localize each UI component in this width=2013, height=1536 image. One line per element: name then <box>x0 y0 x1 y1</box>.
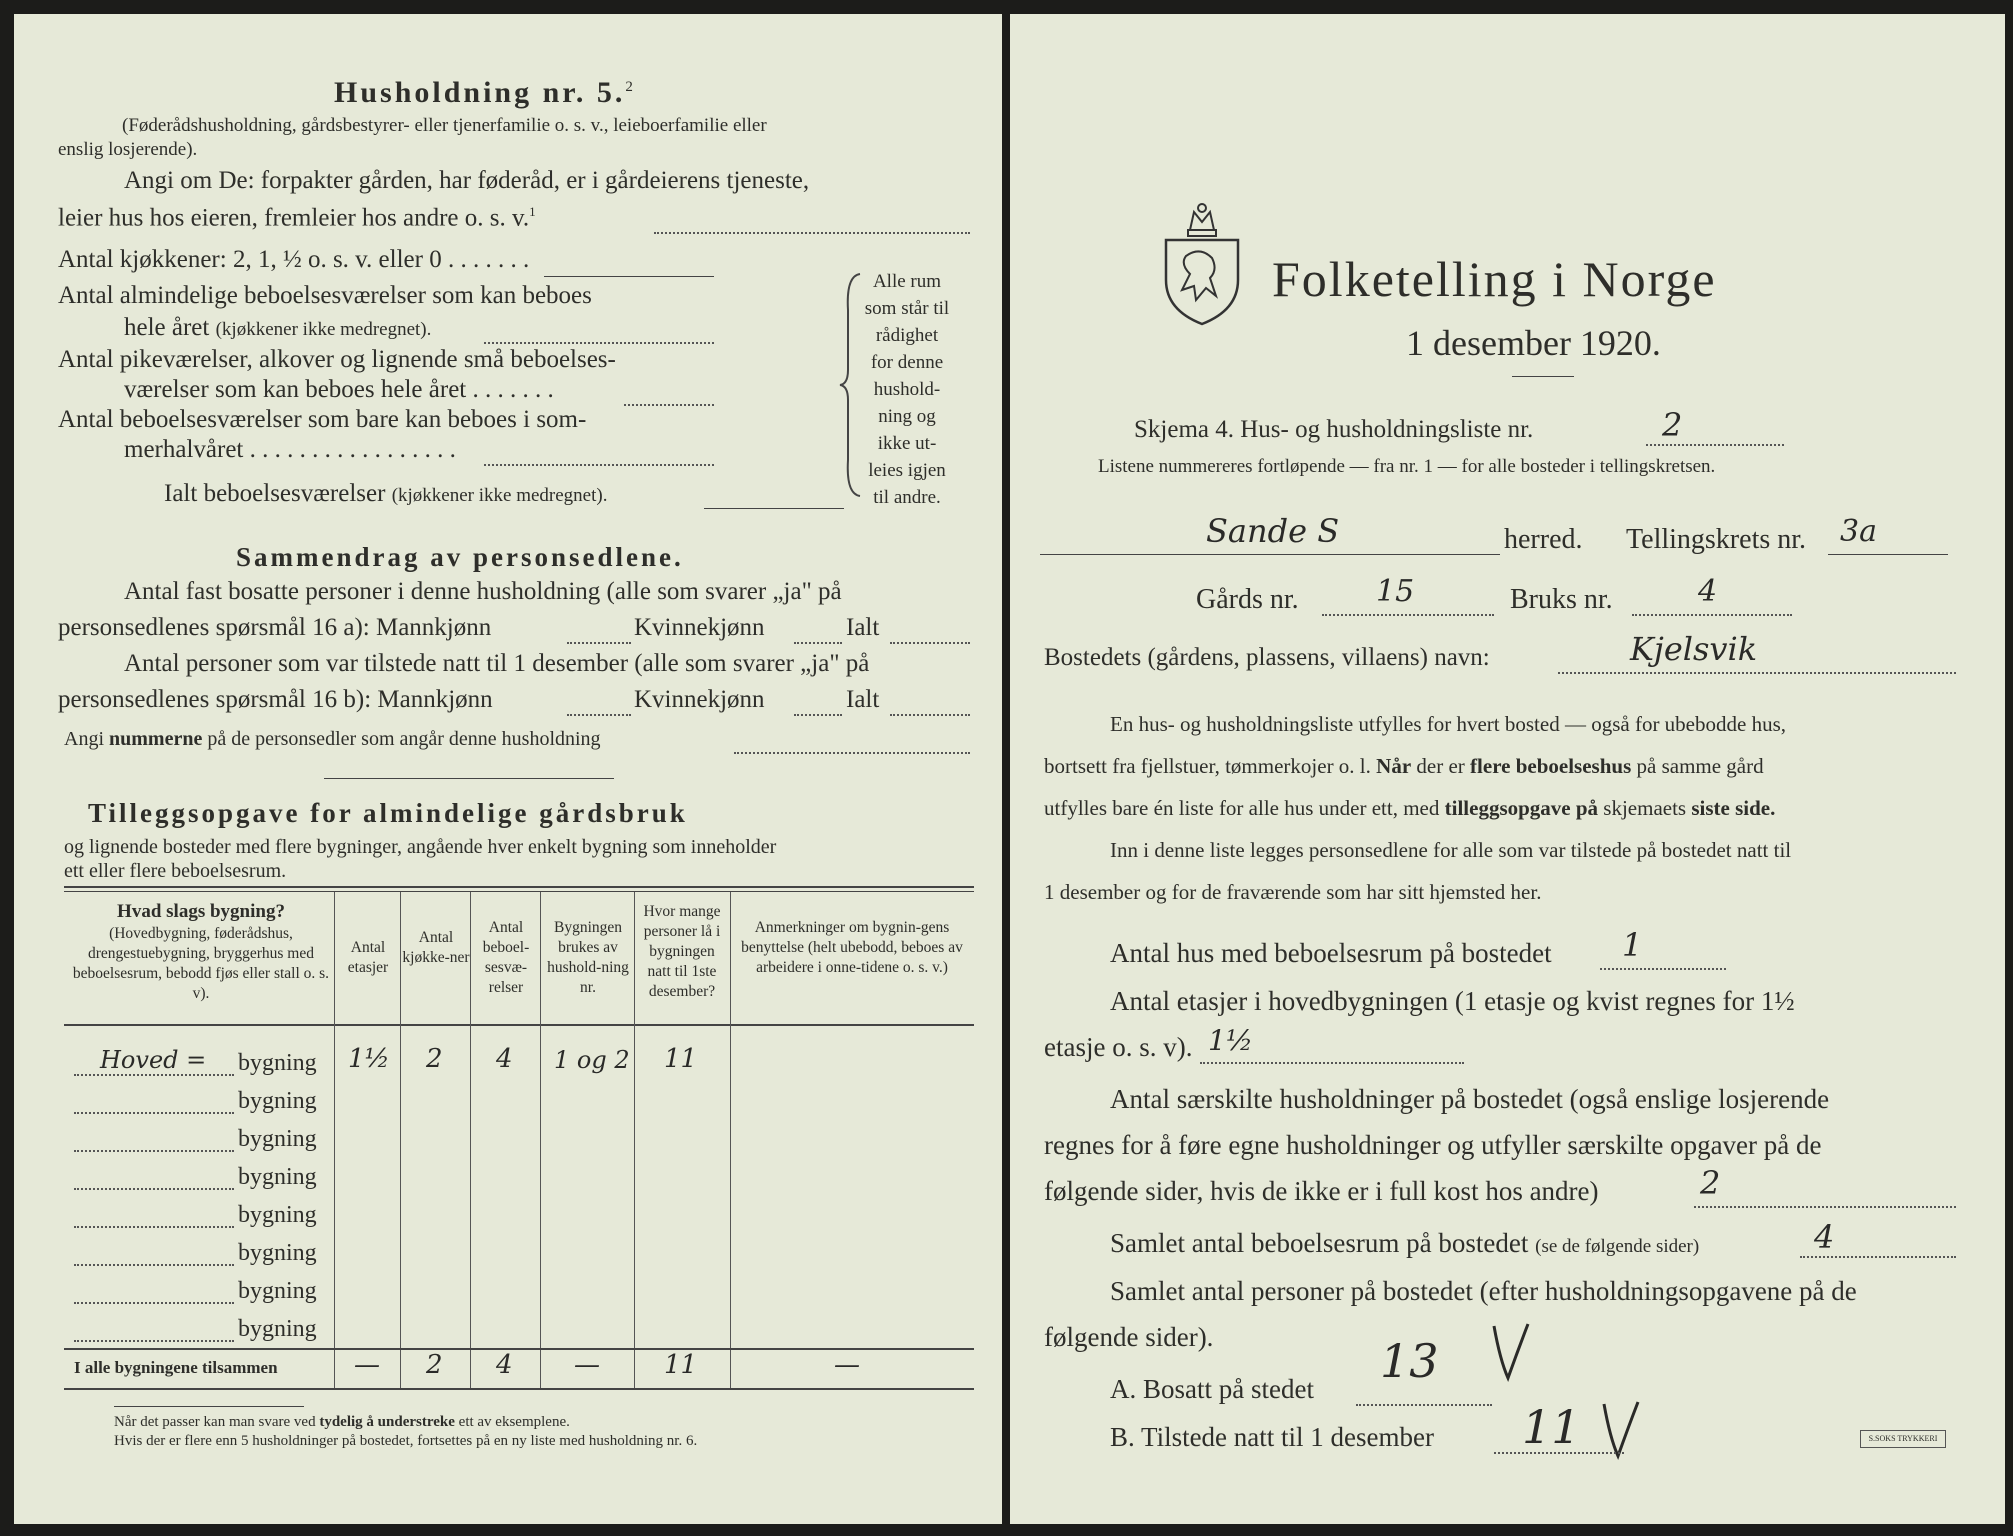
bruks-label: Bruks nr. <box>1510 584 1613 615</box>
q-tilstede-value: 11 <box>1522 1400 1581 1454</box>
angi-nummer-bold: nummerne <box>109 728 203 750</box>
herred-line <box>1040 554 1500 555</box>
q-kjokkener: Antal kjøkkener: 2, 1, ½ o. s. v. eller 0 . . . . . . . <box>58 246 530 273</box>
right-page <box>1010 14 2005 1524</box>
bosted-label: Bostedets (gårdens, plassens, villaens) navn: <box>1044 644 1490 671</box>
q-rum-value: 4 <box>1814 1218 1835 1256</box>
q-hush-3: følgende sider, hvis de ikke er i full kost hos andre) <box>1044 1176 1599 1206</box>
col-sep <box>540 892 541 1388</box>
tellingskrets-label: Tellingskrets nr. <box>1626 524 1807 555</box>
brace-note-line: ning og <box>878 406 936 427</box>
q-alm-1: Antal almindelige beboelsesværelser som kan beboes <box>58 282 592 309</box>
footnote-1-post: ett av eksemplene. <box>458 1414 570 1430</box>
row-fill <box>74 1188 234 1190</box>
row1-husholdning: 1 og 2 <box>554 1046 630 1074</box>
p1-2d: flere beboelseshus <box>1470 754 1632 778</box>
bosted-value: Kjelsvik <box>1630 630 1758 668</box>
table-top-rule <box>64 886 974 888</box>
q-hus-label: Antal hus med beboelsesrum på bostedet <box>1110 938 1552 968</box>
sum-a-1: Antal fast bosatte personer i denne husholdning (alle som svarer „ja" på <box>124 578 842 605</box>
q-ialt-b: (kjøkkener ikke medregnet). <box>391 485 608 506</box>
q-hus-value: 1 <box>1622 926 1643 964</box>
q-rum <box>1110 1228 1699 1259</box>
angi-sup: 1 <box>529 204 536 219</box>
p1-3c: skjemaets <box>1603 796 1687 820</box>
footnote-rule <box>114 1406 304 1407</box>
q-alm-2b: (kjøkkener ikke medregnet). <box>215 319 432 340</box>
section-divider <box>324 778 614 779</box>
p1-line-2 <box>1044 754 1764 779</box>
sum-a-kvinne-fill <box>794 642 842 644</box>
sum-b-2: personsedlenes spørsmål 16 b): Mannkjønn <box>58 686 493 713</box>
q-hus-fill <box>1600 968 1726 970</box>
th-anmerkninger: Anmerkninger om bygnin-gens benyttelse (helt ubebodd, beboes av arbeidere i onne-tidene o. s. v.) <box>741 919 963 976</box>
row-bygning-label: bygning <box>238 1240 317 1266</box>
listene-note: Listene nummereres fortløpende — fra nr. 1 — for alle bosteder i tellingskretsen. <box>1098 456 1716 477</box>
tellingskrets-value: 3a <box>1840 514 1877 549</box>
p1-3d: siste side. <box>1691 796 1776 820</box>
p1-2c: der er <box>1416 754 1465 778</box>
herred-label: herred. <box>1504 524 1583 555</box>
tillegg-line-2: ett eller flere beboelsesrum. <box>64 860 287 882</box>
left-page <box>14 14 1002 1524</box>
row-bygning-label: bygning <box>238 1050 317 1076</box>
p1-3a: utfylles bare én liste for alle hus under ett, med <box>1044 796 1440 820</box>
coat-of-arms-icon <box>1160 200 1244 328</box>
row-bygning-label: bygning <box>238 1202 317 1228</box>
p1-2e: på samme gård <box>1636 754 1764 778</box>
angi-line-2-text: leier hus hos eieren, fremleier hos andre o. s. v. <box>58 204 530 232</box>
sum-a-kvinne: Kvinnekjønn <box>634 614 765 641</box>
p1-line-3 <box>1044 796 1775 821</box>
total-husholdning: — <box>574 1350 600 1380</box>
gards-fill <box>1322 614 1494 616</box>
gards-label: Gårds nr. <box>1196 584 1299 615</box>
q-etasjer-1: Antal etasjer i hovedbygningen (1 etasje og kvist regnes for 1½ <box>1110 986 1795 1016</box>
q-hush-2: regnes for å føre egne husholdninger og utfyller særskilte opgaver på de <box>1044 1130 1822 1160</box>
brace-note-line: rådighet <box>875 325 939 346</box>
table-top-rule-2 <box>64 891 974 892</box>
q-pike-fill <box>624 404 714 406</box>
p1-2a: bortsett fra fjellstuer, tømmerkojer o. l. <box>1044 754 1371 778</box>
household-title <box>334 76 633 110</box>
q-alm-fill <box>484 342 714 344</box>
q-etasjer-2: etasje o. s. v). <box>1044 1032 1193 1062</box>
q-ialt-text: Ialt beboelsesværelser <box>164 480 386 507</box>
sum-b-kvinne: Kvinnekjønn <box>634 686 765 713</box>
p1-3b: tilleggsopgave på <box>1444 796 1599 820</box>
q-somm-fill <box>484 464 714 466</box>
q-ialt-line <box>704 508 844 509</box>
th-bygning-text: (Hovedbygning, føderådshus, drengestuebygning, bryggerhus med beboelsesrum, bebodd fjøs eller stall o. s. v). <box>72 925 330 1002</box>
q-etasjer-value: 1½ <box>1208 1024 1253 1057</box>
row-bygning-label: bygning <box>238 1316 317 1342</box>
bruks-value: 4 <box>1698 574 1718 609</box>
census-date: 1 desember 1920. <box>1406 323 1661 363</box>
p1-2b: Når <box>1376 754 1412 778</box>
row-fill <box>74 1302 234 1304</box>
q-bosatt-label: A. Bosatt på stedet <box>1110 1374 1314 1404</box>
row-fill <box>74 1112 234 1114</box>
col-sep <box>470 892 471 1388</box>
th-kjokkener: Antal kjøkke-ner <box>402 929 470 966</box>
angi-line-2 <box>58 204 536 232</box>
total-label: I alle bygningene tilsammen <box>74 1358 278 1377</box>
printer-stamp: S.SOKS TRYKKERI <box>1860 1430 1946 1448</box>
q-tilstede-fill <box>1494 1452 1624 1454</box>
row-fill <box>74 1150 234 1152</box>
row-bygning-label: bygning <box>238 1278 317 1304</box>
table-bottom-rule <box>64 1388 974 1390</box>
summary-title: Sammendrag av personsedlene. <box>236 542 684 572</box>
col-sep <box>400 892 401 1388</box>
row1-kjokkener: 2 <box>426 1044 443 1074</box>
sum-a-ialt-fill <box>890 642 970 644</box>
q-somm-1: Antal beboelsesværelser som bare kan beboes i som- <box>58 406 587 433</box>
tellingskrets-line <box>1828 554 1948 555</box>
q-tilstede-label: B. Tilstede natt til 1 desember <box>1110 1422 1434 1452</box>
q-pers-2: følgende sider). <box>1044 1322 1214 1352</box>
check-mark-icon <box>1488 1320 1532 1384</box>
q-ialt <box>164 480 607 508</box>
row-fill <box>74 1074 234 1076</box>
q-pike-2: værelser som kan beboes hele året . . . . . . . <box>124 376 554 403</box>
row1-etasjer: 1½ <box>348 1044 390 1074</box>
angi-nummer <box>64 728 601 751</box>
row1-vaerelser: 4 <box>496 1044 513 1074</box>
q-pike-1: Antal pikeværelser, alkover og lignende små beboelses- <box>58 346 616 373</box>
q-bosatt-fill <box>1356 1404 1492 1406</box>
sum-b-mann-fill <box>567 714 631 716</box>
brace-note-line: leies igjen <box>868 460 946 481</box>
q-somm-2: merhalvåret . . . . . . . . . . . . . . . . . <box>124 436 456 463</box>
intro-note-2: enslig losjerende). <box>58 139 198 160</box>
th-bygning-title: Hvad slags bygning? <box>117 901 285 922</box>
gards-value: 15 <box>1376 574 1415 609</box>
row-bygning-label: bygning <box>238 1126 317 1152</box>
th-vaerelser: Antal beboel-sesvæ-relser <box>482 919 530 996</box>
col-sep <box>634 892 635 1388</box>
total-personer: 11 <box>664 1350 698 1380</box>
skjema-label: Skjema 4. Hus- og husholdningsliste nr. <box>1134 416 1534 443</box>
q-rum-note: (se de følgende sider) <box>1535 1236 1700 1257</box>
q-hush-fill <box>1694 1206 1956 1208</box>
sum-b-1: Antal personer som var tilstede natt til 1 desember (alle som svarer „ja" på <box>124 650 870 677</box>
p2-line-1: Inn i denne liste legges personsedlene for alle som var tilstede på bostedet natt til <box>1110 838 1792 862</box>
brace-note <box>862 268 952 511</box>
q-alm-2 <box>124 314 431 342</box>
q-hush-value: 2 <box>1700 1164 1721 1202</box>
census-title: Folketelling i Norge <box>1272 251 1717 307</box>
angi-line-1: Angi om De: forpakter gården, har føderåd, er i gårdeierens tjeneste, <box>124 167 810 194</box>
total-vaerelser: 4 <box>496 1350 513 1380</box>
footnote-2: Hvis der er flere enn 5 husholdninger på bostedet, fortsettes på en ny liste med husholdning nr. 6. <box>114 1433 698 1449</box>
tillegg-title: Tilleggsopgave for almindelige gårdsbruk <box>88 798 688 828</box>
household-title-sup: 2 <box>625 79 633 95</box>
p2-line-2: 1 desember og for de fraværende som har sitt hjemsted her. <box>1044 880 1542 904</box>
q-rum-label: Samlet antal beboelsesrum på bostedet <box>1110 1228 1529 1258</box>
brace-note-line: til andre. <box>873 487 941 508</box>
tillegg-line-1: og lignende bosteder med flere bygninger, angående hver enkelt bygning som inneholder <box>64 836 777 858</box>
intro-note-1: (Føderådshusholdning, gårdsbestyrer- eller tjenerfamilie o. s. v., leieboerfamilie eller <box>122 115 767 136</box>
sum-a-ialt: Ialt <box>846 614 880 641</box>
angi-nummer-post: på de personsedler som angår denne husholdning <box>207 728 601 750</box>
sum-b-ialt: Ialt <box>846 686 880 713</box>
row-fill <box>74 1264 234 1266</box>
brace-note-line: som står til <box>864 298 950 319</box>
q-kjokkener-line <box>544 276 714 277</box>
title-rule <box>1512 376 1574 377</box>
q-etasjer-fill <box>1200 1062 1464 1064</box>
q-hush-1: Antal særskilte husholdninger på bostedet (også enslige losjerende <box>1110 1084 1830 1114</box>
col-sep <box>730 892 731 1388</box>
row-fill <box>74 1340 234 1342</box>
sum-a-mann-fill <box>567 642 631 644</box>
brace-note-line: Alle rum <box>872 271 942 292</box>
angi-nummer-pre: Angi <box>64 728 104 750</box>
p1-line-1: En hus- og husholdningsliste utfylles for hvert bosted — også for ubebodde hus, <box>1110 712 1786 736</box>
footnote-1-bold: tydelig å understreke <box>319 1414 455 1430</box>
footnote-1-pre: Når det passer kan man svare ved <box>114 1414 316 1430</box>
bruks-fill <box>1632 614 1792 616</box>
th-personer: Hvor mange personer lå i bygningen natt til 1ste desember? <box>643 903 721 1000</box>
q-rum-fill <box>1800 1256 1956 1258</box>
th-etasjer: Antal etasjer <box>347 939 389 976</box>
total-etasjer: — <box>354 1350 380 1380</box>
angi-nummer-fill <box>734 752 970 754</box>
herred-value: Sande S <box>1206 512 1340 550</box>
row1-type-value: Hoved = <box>100 1046 207 1074</box>
row1-type <box>100 1046 206 1075</box>
total-anm: — <box>834 1350 860 1380</box>
bosted-fill <box>1558 672 1956 674</box>
q-alm-2-text: hele året <box>124 314 210 341</box>
sum-b-kvinne-fill <box>794 714 842 716</box>
brace-note-line: for denne <box>870 352 944 373</box>
th-husholdning: Bygningen brukes av hushold-ning nr. <box>547 919 629 996</box>
skjema-nr-fill <box>1646 444 1784 446</box>
brace-note-line: hushold- <box>873 379 941 400</box>
q-pers-value: 13 <box>1380 1334 1439 1388</box>
sum-a-2: personsedlenes spørsmål 16 a): Mannkjønn <box>58 614 492 641</box>
angi-fill-line <box>654 232 970 234</box>
skjema-nr: 2 <box>1662 406 1683 444</box>
header-bottom-rule <box>64 1024 974 1026</box>
brace-note-line: ikke ut- <box>877 433 937 454</box>
row-bygning-label: bygning <box>238 1164 317 1190</box>
th-bygning <box>66 900 336 1004</box>
total-kjokkener: 2 <box>426 1350 443 1380</box>
row1-personer: 11 <box>664 1044 698 1074</box>
row-bygning-label: bygning <box>238 1088 317 1114</box>
q-pers-1: Samlet antal personer på bostedet (efter husholdningsopgavene på de <box>1110 1276 1857 1306</box>
sum-b-ialt-fill <box>890 714 970 716</box>
row-fill <box>74 1226 234 1228</box>
col-sep <box>334 892 335 1388</box>
household-title-text: Husholdning nr. 5. <box>334 76 626 109</box>
footnote-1 <box>114 1414 570 1431</box>
